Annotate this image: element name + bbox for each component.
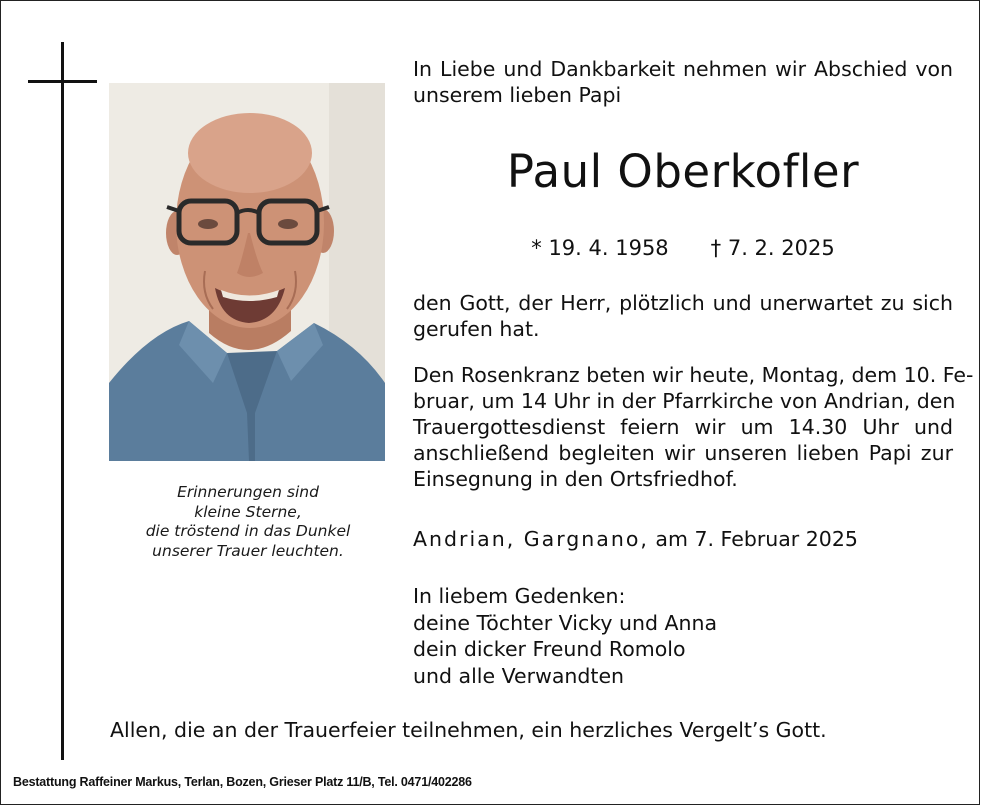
mourners-list	[413, 583, 717, 689]
birth-date: * 19. 4. 1958	[531, 236, 669, 260]
service-text	[413, 362, 974, 492]
service-line: Den Rosenkranz beten wir heute, Montag, dem 10. Fe-	[413, 363, 974, 387]
opening-line-2: unserem lieben Papi	[413, 83, 622, 107]
date: am 7. Februar 2025	[655, 527, 858, 551]
mourners-line: deine Töchter Vicky und Anna	[413, 610, 718, 635]
funeral-home-footer: Bestattung Raffeiner Markus, Terlan, Bozen, Grieser Platz 11/B, Tel. 0471/402286	[13, 775, 472, 789]
service-line: Einsegnung in den Ortsfriedhof.	[413, 467, 738, 491]
thanks-text: Allen, die an der Trauerfeier teilnehmen, ein herzliches Vergelt’s Gott.	[110, 718, 827, 742]
quote-line: unserer Trauer leuchten.	[152, 541, 344, 560]
mourners-line: In liebem Gedenken:	[413, 584, 626, 608]
quote-line: kleine Sterne,	[194, 502, 302, 521]
opening-text	[413, 56, 953, 108]
service-line: Trauergottesdienst feiern wir um 14.30 Uhr und	[413, 415, 953, 439]
deceased-name: Paul Oberkofler	[506, 145, 860, 198]
memorial-quote	[120, 483, 376, 561]
place-and-date	[413, 525, 858, 553]
death-date: † 7. 2. 2025	[710, 236, 835, 260]
quote-line: die tröstend in das Dunkel	[145, 522, 351, 540]
portrait-photo	[109, 83, 385, 461]
mourners-line: und alle Verwandten	[413, 663, 625, 688]
called-line-2: gerufen hat.	[413, 317, 540, 341]
life-dates	[413, 233, 953, 263]
called-text	[413, 290, 953, 342]
opening-line-1: In Liebe und Dankbarkeit nehmen wir Abschied von	[413, 57, 953, 81]
cross-icon-horizontal-bar	[28, 80, 97, 83]
place: Andrian, Gargnano,	[413, 527, 649, 551]
service-line: anschließend begleiten wir unseren lieben Papi zur	[413, 441, 953, 465]
cross-icon-vertical-bar	[61, 42, 64, 760]
quote-line: Erinnerungen sind	[177, 483, 319, 501]
called-line-1: den Gott, der Herr, plötzlich und unerwartet zu sich	[413, 291, 953, 315]
service-line: bruar, um 14 Uhr in der Pfarrkirche von Andrian, den	[413, 389, 956, 413]
mourners-line: dein dicker Freund Romolo	[413, 637, 686, 661]
